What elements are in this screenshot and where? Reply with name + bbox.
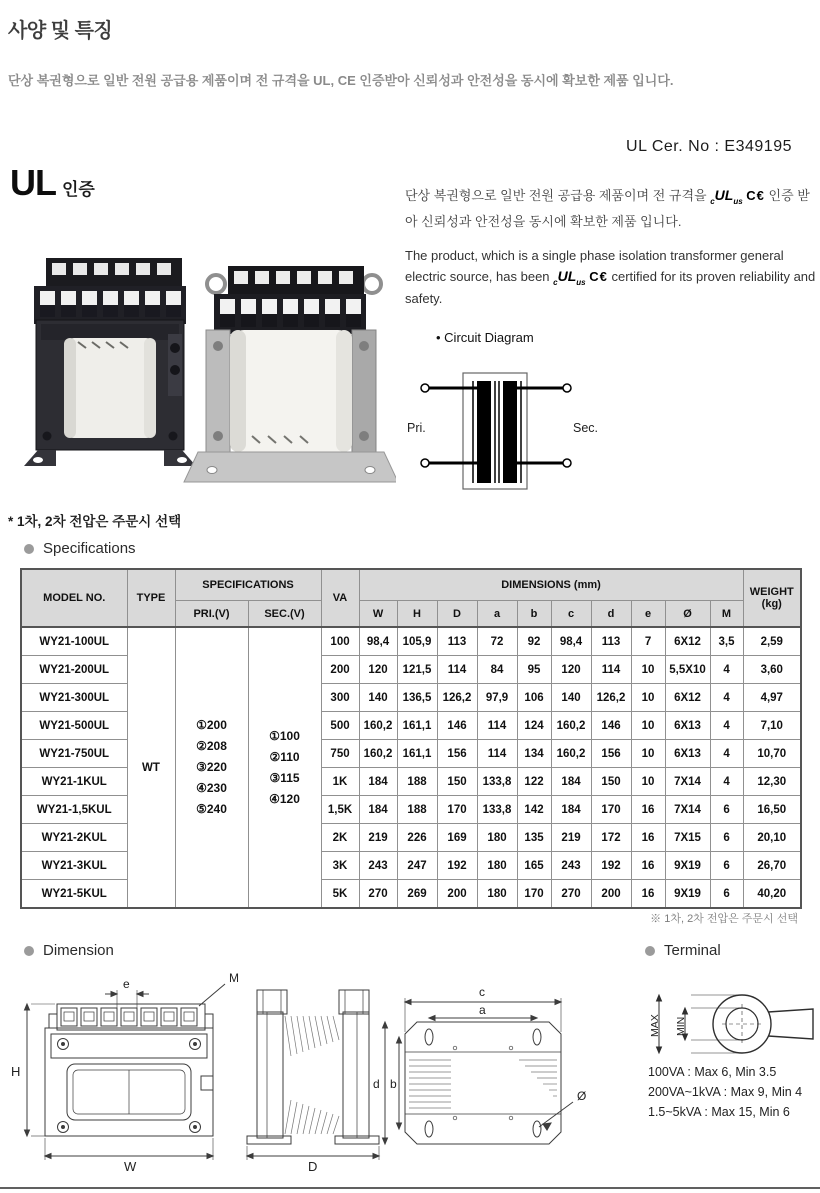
va-cell: 5K	[321, 880, 359, 909]
dimension-value-cell: 160,2	[551, 712, 591, 740]
dimension-value-cell: 6X12	[665, 684, 710, 712]
page-title: 사양 및 특징	[8, 20, 113, 42]
dimension-value-cell: 192	[591, 852, 631, 880]
ce-logo-icon: C€	[746, 188, 765, 203]
ul-logo-prefix: c	[553, 277, 558, 287]
weight-cell: 4,97	[743, 684, 801, 712]
va-cell: 100	[321, 627, 359, 656]
col-header-c: c	[551, 601, 591, 628]
dimension-value-cell: 270	[551, 880, 591, 909]
dimension-value-cell: 160,2	[551, 740, 591, 768]
dim-label-d-depth: D	[308, 1159, 318, 1174]
ul-logo-core: UL	[714, 187, 734, 203]
dimension-value-cell: 188	[397, 768, 437, 796]
ce-logo-icon: C€	[589, 269, 608, 285]
dimension-value-cell: 92	[517, 627, 551, 656]
model-no-cell: WY21-750UL	[21, 740, 127, 768]
order-note: * 1차, 2차 전압은 주문시 선택	[8, 514, 182, 529]
dimension-value-cell: 3,5	[710, 627, 743, 656]
circuit-sec-label: Sec.	[573, 421, 599, 435]
dimension-heading-label: Dimension	[43, 942, 114, 959]
dim-label-h: H	[11, 1064, 21, 1079]
terminal-heading	[645, 942, 721, 959]
dimension-value-cell: 6X13	[665, 712, 710, 740]
sec-option: ②110	[269, 749, 300, 764]
dimension-value-cell: 98,4	[359, 627, 397, 656]
dimension-value-cell: 160,2	[359, 712, 397, 740]
dim-label-e: e	[123, 977, 130, 991]
col-header-weight	[743, 569, 801, 627]
dimension-value-cell: 97,9	[477, 684, 517, 712]
dimension-value-cell: 113	[437, 627, 477, 656]
terminal-spec-line: 200VA~1kVA : Max 9, Min 4	[648, 1085, 803, 1099]
ul-logo-prefix: c	[710, 196, 715, 206]
va-cell: 300	[321, 684, 359, 712]
ul-heading-sub: 인증	[62, 180, 95, 199]
dimension-value-cell: 114	[477, 712, 517, 740]
ul-logo-suffix: us	[576, 277, 586, 287]
dimension-value-cell: 4	[710, 768, 743, 796]
dimension-value-cell: 165	[517, 852, 551, 880]
dimension-value-cell: 126,2	[591, 684, 631, 712]
english-desc-post: certified for its proven reliability and safety.	[405, 269, 816, 307]
terminal-spec-lines	[648, 1062, 802, 1122]
weight-cell: 20,10	[743, 824, 801, 852]
col-header-m: M	[710, 601, 743, 628]
page-subtitle: 단상 복권형으로 일반 전원 공급용 제품이며 전 규격을 UL, CE 인증받아 신뢰성과 안전성을 동시에 확보한 제품 입니다.	[8, 73, 674, 88]
product-photos	[16, 236, 396, 511]
dimension-value-cell: 180	[477, 880, 517, 909]
dimension-value-cell: 170	[591, 796, 631, 824]
dimension-value-cell: 161,1	[397, 740, 437, 768]
dimension-value-cell: 106	[517, 684, 551, 712]
dimension-value-cell: 180	[477, 824, 517, 852]
dimension-value-cell: 16	[631, 852, 665, 880]
pri-option: ④230	[196, 781, 227, 795]
korean-desc-pre: 단상 복권형으로 일반 전원 공급용 제품이며 전 규격을	[405, 188, 707, 203]
dimension-value-cell: 124	[517, 712, 551, 740]
dimension-value-cell: 243	[551, 852, 591, 880]
sec-option: ①100	[269, 728, 300, 743]
circuit-diagram	[405, 360, 605, 502]
terminal-spec-line: 100VA : Max 6, Min 3.5	[648, 1065, 777, 1079]
dimension-value-cell: 6	[710, 796, 743, 824]
dimension-value-cell: 121,5	[397, 656, 437, 684]
pri-option: ②208	[196, 739, 227, 753]
dimension-value-cell: 113	[591, 627, 631, 656]
va-cell: 1,5K	[321, 796, 359, 824]
dimension-value-cell: 226	[397, 824, 437, 852]
dimension-value-cell: 84	[477, 656, 517, 684]
dimension-value-cell: 6	[710, 852, 743, 880]
dim-label-c: c	[479, 985, 485, 999]
section-bullet-icon	[645, 946, 655, 956]
col-header-dd: d	[591, 601, 631, 628]
dimension-value-cell: 219	[551, 824, 591, 852]
ul-cert-number: UL Cer. No : E349195	[626, 138, 792, 155]
table-footnote: ※ 1차, 2차 전압은 주문시 선택	[650, 913, 798, 925]
dimension-value-cell: 172	[591, 824, 631, 852]
weight-cell: 16,50	[743, 796, 801, 824]
col-header-h: H	[397, 601, 437, 628]
dimension-value-cell: 6	[710, 824, 743, 852]
circuit-diagram-heading: • Circuit Diagram	[436, 330, 534, 345]
dimension-value-cell: 114	[437, 656, 477, 684]
korean-desc-post: 인증 받아 신뢰성과 안전성을 동시에 확보한 제품 입니다.	[405, 188, 810, 230]
bottom-divider	[0, 1187, 820, 1189]
cert-description-korean	[405, 182, 817, 235]
pri-option: ①200	[196, 718, 227, 732]
dimension-value-cell: 120	[359, 656, 397, 684]
dimension-value-cell: 10	[631, 712, 665, 740]
ul-logo-suffix: us	[733, 196, 743, 206]
dimension-value-cell: 161,1	[397, 712, 437, 740]
dimension-value-cell: 10	[631, 740, 665, 768]
dimension-value-cell: 192	[437, 852, 477, 880]
dimension-value-cell: 169	[437, 824, 477, 852]
va-cell: 1K	[321, 768, 359, 796]
dimension-value-cell: 150	[591, 768, 631, 796]
ul-logo-icon	[710, 187, 743, 206]
dimension-value-cell: 133,8	[477, 796, 517, 824]
pri-option: ⑤240	[196, 802, 227, 816]
dimension-value-cell: 105,9	[397, 627, 437, 656]
va-cell: 3K	[321, 852, 359, 880]
dimension-heading	[24, 942, 114, 959]
dimension-value-cell: 114	[477, 740, 517, 768]
dimension-value-cell: 142	[517, 796, 551, 824]
pri-options-cell	[175, 627, 248, 908]
dimension-value-cell: 10	[631, 656, 665, 684]
ul-cert-heading	[10, 162, 95, 204]
dimension-value-cell: 6X13	[665, 740, 710, 768]
ul-heading-main: UL	[10, 162, 56, 203]
dimension-value-cell: 4	[710, 684, 743, 712]
transformer-photo-silver	[184, 266, 396, 482]
terminal-spec-line: 1.5~5kVA : Max 15, Min 6	[648, 1105, 790, 1119]
va-cell: 200	[321, 656, 359, 684]
dim-label-dia: Ø	[577, 1089, 587, 1103]
sec-option: ③115	[269, 770, 300, 785]
spec-table-row	[21, 627, 801, 656]
weight-label: WEIGHT	[749, 586, 794, 598]
pri-option: ③220	[196, 760, 227, 774]
dimension-value-cell: 16	[631, 824, 665, 852]
transformer-photo-dark	[24, 258, 196, 466]
dimension-value-cell: 146	[437, 712, 477, 740]
dimension-value-cell: 120	[551, 656, 591, 684]
weight-cell: 10,70	[743, 740, 801, 768]
col-header-b: b	[517, 601, 551, 628]
specifications-table	[20, 568, 802, 909]
dimension-value-cell: 10	[631, 684, 665, 712]
dimension-value-cell: 134	[517, 740, 551, 768]
weight-cell: 12,30	[743, 768, 801, 796]
dimension-value-cell: 184	[359, 796, 397, 824]
cert-description-english	[405, 246, 817, 309]
terminal-heading-label: Terminal	[664, 942, 721, 959]
dimension-value-cell: 170	[437, 796, 477, 824]
model-no-cell: WY21-2KUL	[21, 824, 127, 852]
weight-cell: 40,20	[743, 880, 801, 909]
dimension-value-cell: 150	[437, 768, 477, 796]
model-no-cell: WY21-500UL	[21, 712, 127, 740]
col-header-dimensions: DIMENSIONS (mm)	[359, 569, 743, 601]
model-no-cell: WY21-1KUL	[21, 768, 127, 796]
weight-cell: 2,59	[743, 627, 801, 656]
dimension-value-cell: 114	[591, 656, 631, 684]
dimension-value-cell: 156	[591, 740, 631, 768]
weight-cell: 3,60	[743, 656, 801, 684]
side-view-drawing	[247, 990, 379, 1174]
model-no-cell: WY21-300UL	[21, 684, 127, 712]
sec-option: ④120	[269, 791, 300, 806]
model-no-cell: WY21-3KUL	[21, 852, 127, 880]
specifications-heading	[24, 540, 136, 557]
section-bullet-icon	[24, 946, 34, 956]
model-no-cell: WY21-100UL	[21, 627, 127, 656]
bottom-view-drawing	[373, 985, 586, 1144]
dim-label-m: M	[229, 971, 239, 985]
col-header-d: D	[437, 601, 477, 628]
dimension-value-cell: 180	[477, 852, 517, 880]
front-view-drawing	[11, 971, 239, 1174]
dimension-value-cell: 170	[517, 880, 551, 909]
dimension-value-cell: 243	[359, 852, 397, 880]
dimension-value-cell: 9X19	[665, 880, 710, 909]
terminal-min-label: MIN	[675, 1016, 687, 1036]
dimension-value-cell: 136,5	[397, 684, 437, 712]
weight-unit: (kg)	[761, 598, 782, 610]
col-header-dia: Ø	[665, 601, 710, 628]
model-no-cell: WY21-200UL	[21, 656, 127, 684]
model-no-cell: WY21-5KUL	[21, 880, 127, 909]
va-cell: 500	[321, 712, 359, 740]
dimension-value-cell: 160,2	[359, 740, 397, 768]
dimension-value-cell: 126,2	[437, 684, 477, 712]
dimension-value-cell: 98,4	[551, 627, 591, 656]
dimension-value-cell: 156	[437, 740, 477, 768]
dimension-value-cell: 7	[631, 627, 665, 656]
terminal-max-label: MAX	[649, 1014, 661, 1037]
dimension-value-cell: 4	[710, 712, 743, 740]
dimension-value-cell: 247	[397, 852, 437, 880]
dimension-value-cell: 7X14	[665, 768, 710, 796]
dimension-value-cell: 200	[591, 880, 631, 909]
dimension-value-cell: 133,8	[477, 768, 517, 796]
col-header-specifications: SPECIFICATIONS	[175, 569, 321, 601]
col-header-w: W	[359, 601, 397, 628]
specifications-heading-label: Specifications	[43, 540, 136, 557]
dimension-value-cell: 269	[397, 880, 437, 909]
dim-label-a: a	[479, 1003, 486, 1017]
ul-logo-icon	[553, 268, 586, 287]
weight-cell: 7,10	[743, 712, 801, 740]
dimension-drawings	[5, 964, 635, 1182]
dimension-value-cell: 6X12	[665, 627, 710, 656]
dim-label-d: d	[373, 1077, 380, 1091]
weight-cell: 26,70	[743, 852, 801, 880]
dimension-value-cell: 7X14	[665, 796, 710, 824]
dimension-value-cell: 184	[551, 768, 591, 796]
dimension-value-cell: 6	[710, 880, 743, 909]
dimension-value-cell: 270	[359, 880, 397, 909]
english-desc-pre: The product, which is a single phase isolation transformer general electric source, has been	[405, 248, 784, 285]
dim-label-w: W	[124, 1159, 137, 1174]
terminal-drawing	[645, 984, 815, 1064]
col-header-model: MODEL NO.	[21, 569, 127, 627]
dimension-value-cell: 4	[710, 656, 743, 684]
col-header-pri: PRI.(V)	[175, 601, 248, 628]
dimension-value-cell: 4	[710, 740, 743, 768]
dimension-value-cell: 122	[517, 768, 551, 796]
dimension-value-cell: 135	[517, 824, 551, 852]
section-bullet-icon	[24, 544, 34, 554]
dimension-value-cell: 7X15	[665, 824, 710, 852]
dimension-value-cell: 5,5X10	[665, 656, 710, 684]
dim-label-b: b	[390, 1077, 397, 1091]
dimension-value-cell: 188	[397, 796, 437, 824]
dimension-value-cell: 10	[631, 768, 665, 796]
dimension-value-cell: 140	[359, 684, 397, 712]
dimension-value-cell: 219	[359, 824, 397, 852]
dimension-value-cell: 140	[551, 684, 591, 712]
circuit-pri-label: Pri.	[407, 421, 426, 435]
sec-options-cell	[248, 627, 321, 908]
dimension-value-cell: 184	[551, 796, 591, 824]
dimension-value-cell: 16	[631, 880, 665, 909]
col-header-a: a	[477, 601, 517, 628]
va-cell: 750	[321, 740, 359, 768]
dimension-value-cell: 146	[591, 712, 631, 740]
dimension-value-cell: 95	[517, 656, 551, 684]
dimension-value-cell: 9X19	[665, 852, 710, 880]
va-cell: 2K	[321, 824, 359, 852]
model-no-cell: WY21-1,5KUL	[21, 796, 127, 824]
dimension-value-cell: 72	[477, 627, 517, 656]
type-cell: WT	[127, 627, 175, 908]
col-header-va: VA	[321, 569, 359, 627]
dimension-value-cell: 200	[437, 880, 477, 909]
dimension-value-cell: 16	[631, 796, 665, 824]
col-header-e: e	[631, 601, 665, 628]
ul-logo-core: UL	[557, 268, 577, 285]
col-header-type: TYPE	[127, 569, 175, 627]
col-header-sec: SEC.(V)	[248, 601, 321, 628]
dimension-value-cell: 184	[359, 768, 397, 796]
